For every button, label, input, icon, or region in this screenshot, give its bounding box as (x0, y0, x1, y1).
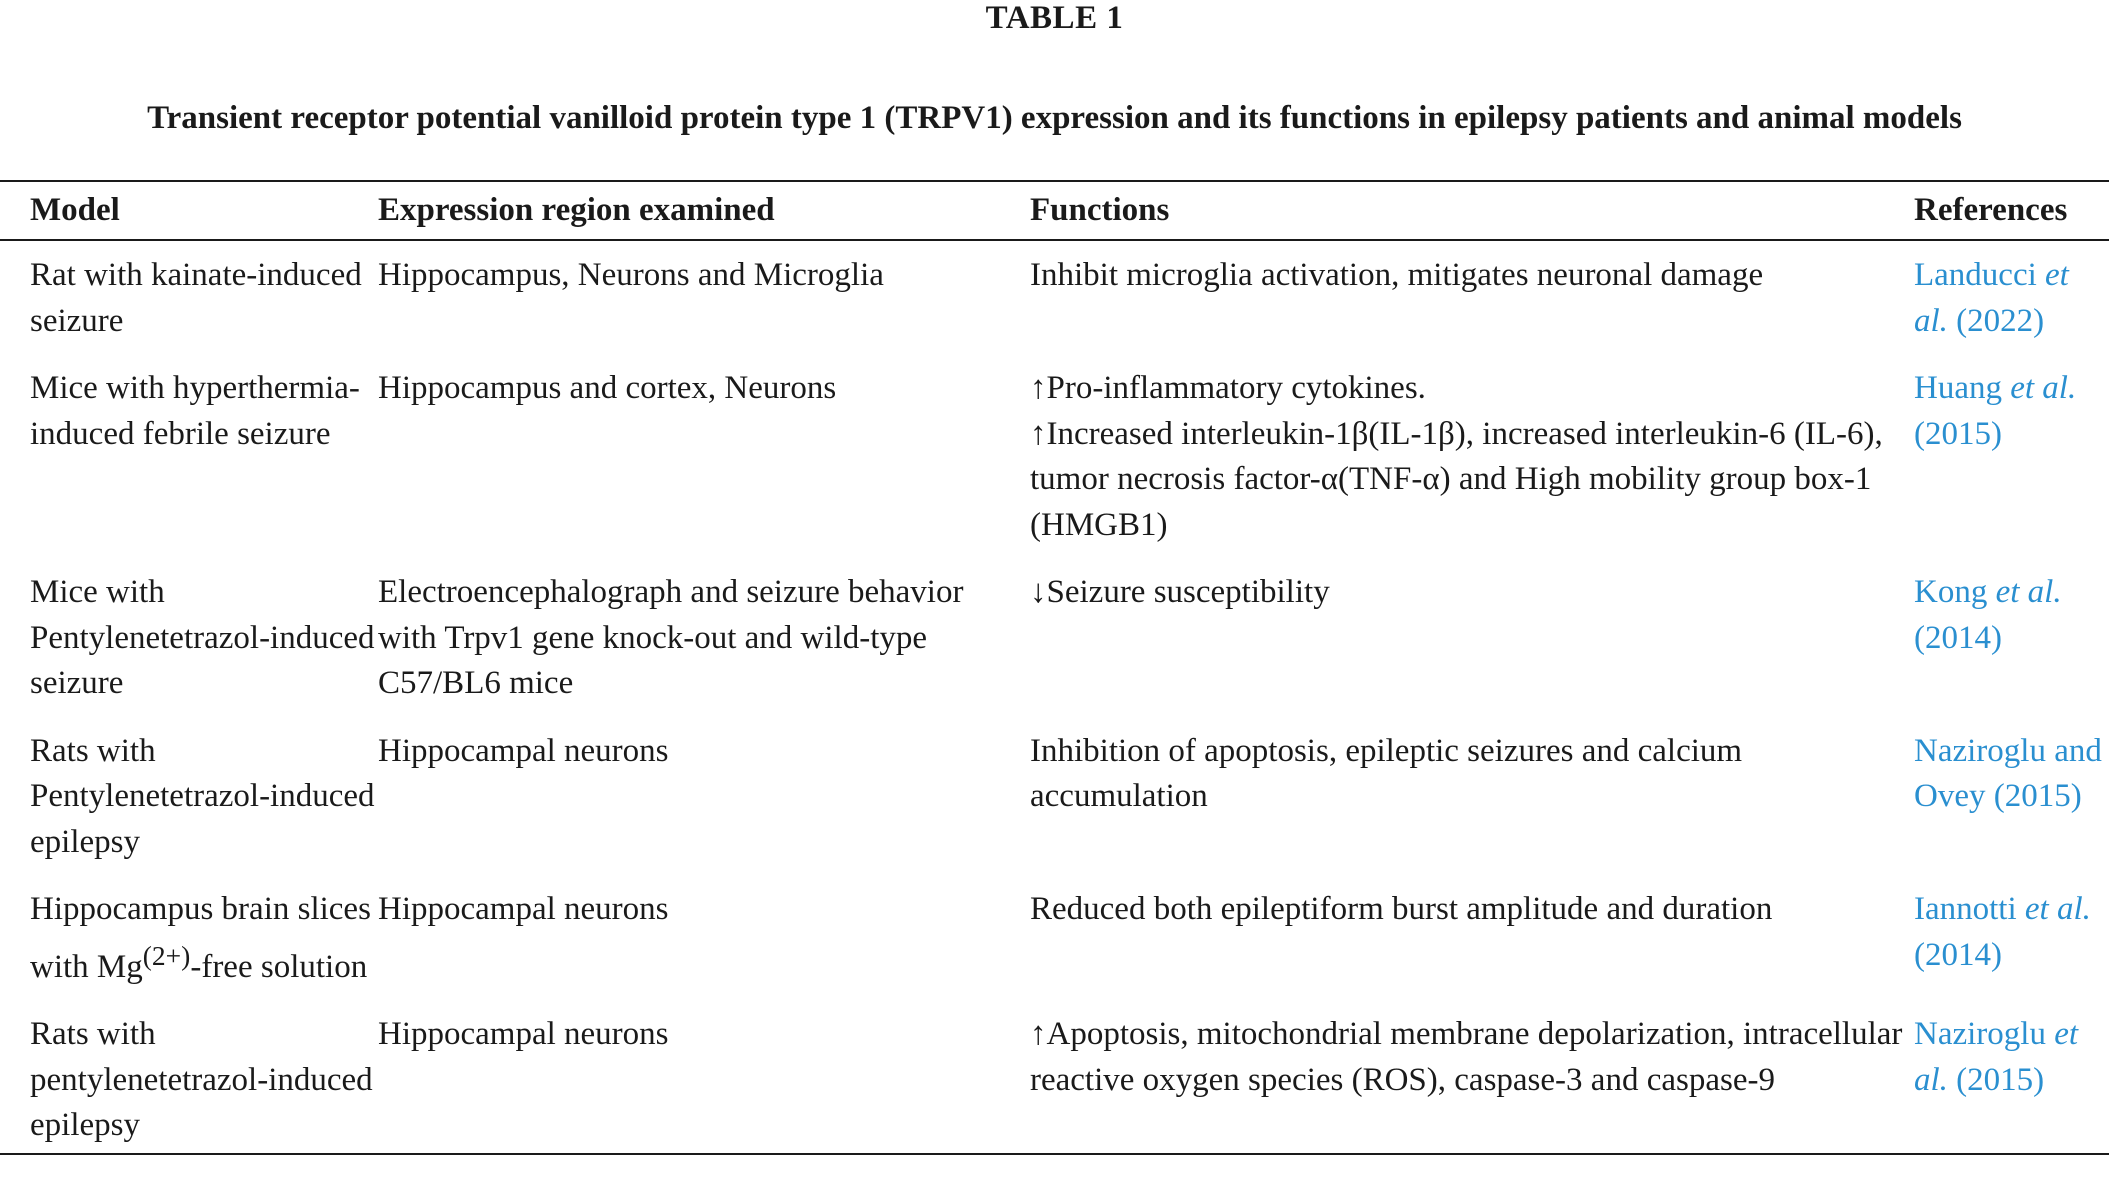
cell-functions (1030, 558, 1912, 717)
model-text: Hippocampus brain slices with Mg (30, 891, 371, 985)
ref-author: Kong (1914, 574, 1996, 610)
cell-region: Hippocampal neurons (378, 1000, 1030, 1154)
ref-etal: et al. (2010, 370, 2077, 406)
cell-model: Rat with kainate-induced seizure (30, 257, 362, 339)
cell-reference (1912, 1000, 2109, 1154)
reference-link[interactable] (1914, 891, 2091, 973)
reference-link[interactable] (1914, 1016, 2078, 1098)
model-text-suffix: -free solution (190, 948, 368, 985)
cell-reference (1912, 875, 2109, 1000)
table-row (0, 354, 2109, 558)
cell-model: Mice with Pentylenetetrazol-induced seizure (30, 574, 375, 701)
ref-year: (2014) (1914, 619, 2002, 656)
ref-year: (2015) (1947, 1061, 2045, 1098)
ref-etal: et al. (1995, 574, 2062, 610)
ref-year: (2014) (1914, 936, 2002, 973)
ref-author: Naziroglu and Ovey (1914, 732, 2102, 814)
ref-year: (2022) (1947, 302, 2045, 339)
cell-model: Rats with pentylenetetrazol-induced epilepsy (0, 1000, 378, 1154)
cell-region: Hippocampus and cortex, Neurons (378, 370, 837, 406)
function-line: Inhibit microglia activation, mitigates neuronal damage (1030, 257, 1764, 293)
cell-region: Hippocampal neurons (378, 732, 669, 769)
function-line: Reduced both epileptiform burst amplitude and duration (1030, 891, 1773, 927)
header-region: Expression region examined (378, 181, 1030, 240)
cell-reference (1912, 240, 2109, 354)
ref-author: Landucci (1914, 257, 2046, 293)
ref-year: (2015) (1914, 415, 2002, 452)
cell-functions (1030, 354, 1912, 558)
header-functions: Functions (1030, 181, 1912, 240)
reference-link[interactable] (1914, 574, 2062, 656)
ref-author: Iannotti (1914, 891, 2025, 927)
model-superscript: (2+) (142, 939, 191, 971)
ref-etal: et al. (1914, 257, 2069, 339)
cell-region: Hippocampal neurons (378, 891, 669, 927)
ref-year: (2015) (1985, 778, 2082, 814)
cell-functions (1030, 240, 1912, 354)
cell-model (0, 875, 378, 1000)
table-row (0, 1000, 2109, 1154)
data-table (0, 180, 2109, 1155)
table-row (0, 240, 2109, 354)
function-line: ↑Increased interleukin-1β(IL-1β), increased interleukin-6 (IL-6), tumor necrosis factor-α(TNF-α) and High mobility group box-1 (HMGB1) (1030, 415, 1883, 543)
cell-region: Electroencephalograph and seizure behavior with Trpv1 gene knock-out and wild-type C57/BL6 mice (378, 574, 964, 701)
table-row (0, 875, 2109, 1000)
cell-reference (1912, 354, 2109, 558)
cell-reference (1912, 717, 2109, 876)
header-row (0, 181, 2109, 240)
function-line: ↓Seizure susceptibility (1030, 574, 1330, 610)
reference-link[interactable] (1914, 370, 2076, 452)
header-references: References (1912, 181, 2109, 240)
ref-etal: et al. (1914, 1016, 2079, 1098)
function-line: ↑Apoptosis, mitochondrial membrane depolarization, intracellular reactive oxygen species (ROS), caspase-3 and caspase-9 (1030, 1016, 1903, 1098)
table-caption: Transient receptor potential vanilloid protein type 1 (TRPV1) expression and its functions in epilepsy patients and animal models (147, 100, 1962, 136)
table-label: TABLE 1 (985, 0, 1124, 36)
ref-etal: et al. (2024, 891, 2091, 927)
cell-functions (1030, 717, 1912, 876)
cell-functions (1030, 875, 1912, 1000)
cell-model: Rats with Pentylenetetrazol-induced epilepsy (30, 732, 375, 860)
ref-author: Naziroglu (1914, 1016, 2055, 1052)
function-line: ↑Pro-inflammatory cytokines. (1030, 370, 1426, 406)
cell-region: Hippocampus, Neurons and Microglia (378, 257, 884, 293)
header-model: Model (0, 181, 378, 240)
cell-model: Mice with hyperthermia-induced febrile seizure (30, 370, 360, 452)
function-line: Inhibition of apoptosis, epileptic seizures and calcium accumulation (1030, 732, 1743, 814)
cell-reference (1912, 558, 2109, 717)
reference-link[interactable] (1914, 257, 2069, 339)
reference-link[interactable] (1914, 733, 2102, 815)
table-row (0, 717, 2109, 876)
ref-author: Huang (1914, 370, 2011, 406)
table-row (0, 558, 2109, 717)
cell-functions (1030, 1000, 1912, 1154)
